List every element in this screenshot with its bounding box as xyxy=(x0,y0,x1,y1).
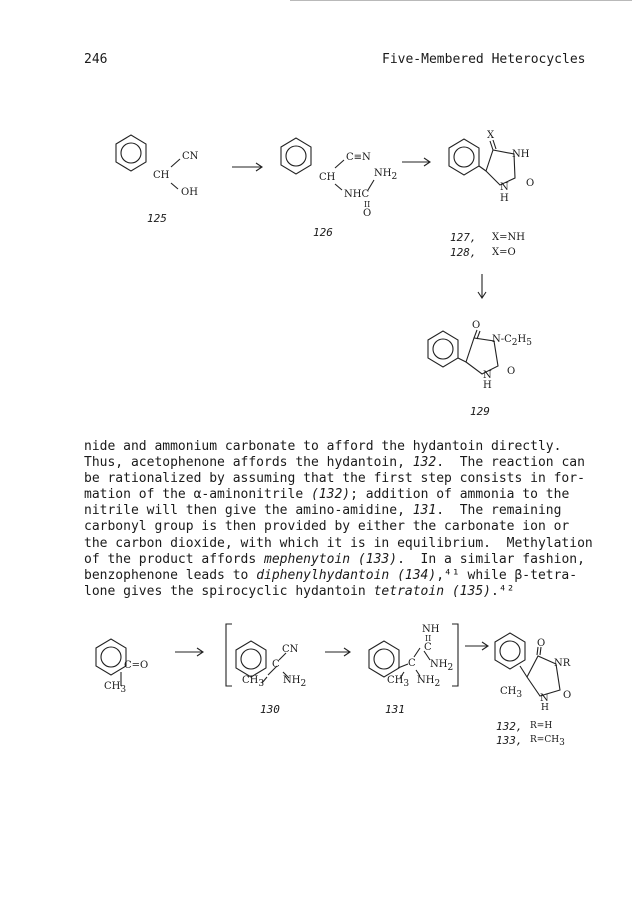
bracket-right xyxy=(452,624,458,686)
italic-compound-ref: diphenylhydantoin (134) xyxy=(256,567,437,583)
compound-label-127: 127, xyxy=(450,231,477,244)
label-oh-125: OH xyxy=(181,187,198,198)
label-x-127: X xyxy=(487,130,495,141)
double-bond-131: II xyxy=(425,634,432,643)
substituent-128: X=O xyxy=(492,247,516,258)
text-segment: . The remaining xyxy=(436,503,562,519)
label-nh2b-131: $NH_2$ xyxy=(417,675,441,689)
label-ch-126: CH xyxy=(319,172,336,183)
label-c-top-131: C xyxy=(424,642,432,653)
text-segment: of the product affords xyxy=(84,551,265,567)
label-o-top-129: O xyxy=(472,320,481,331)
compound-label-133: 133, xyxy=(496,734,523,747)
label-h-127: H xyxy=(500,193,509,204)
label-nr-132: NR xyxy=(554,658,571,669)
label-n-132: N xyxy=(540,693,549,704)
text-segment: .⁴² xyxy=(491,583,515,599)
label-co-ketone: C=O xyxy=(124,660,149,671)
substituent-127: X=NH xyxy=(492,232,525,243)
double-bond-126: II xyxy=(364,200,371,209)
italic-compound-ref: tetratoin (135) xyxy=(373,583,491,599)
italic-compound-ref: 131 xyxy=(412,503,437,519)
label-o-126: O xyxy=(363,208,372,219)
label-c-131: C xyxy=(408,658,416,669)
label-nh-131: NH xyxy=(422,624,440,635)
label-ch3-130: $CH_3$ xyxy=(242,675,265,689)
text-segment: carbonyl group is then provided by either the carbonate ion or xyxy=(84,519,570,535)
label-h-129: H xyxy=(483,380,492,391)
text-segment: nitrile will then give the amino-amidine, xyxy=(84,503,413,519)
compound-label-132: 132, xyxy=(496,720,523,733)
label-nh2-126: $NH_2$ xyxy=(374,168,398,182)
compound-label-126: 126 xyxy=(313,226,333,239)
compound-label-128: 128, xyxy=(450,246,477,259)
running-title: Five-Membered Heterocycles xyxy=(382,52,586,67)
substituent-133: $R=CH_3$ xyxy=(530,735,565,748)
label-ch3-132: $CH_3$ xyxy=(500,686,523,700)
label-o-127: O xyxy=(526,178,535,189)
label-cn-126: C≡N xyxy=(346,152,371,163)
text-segment: nide and ammonium carbonate to afford the hydantoin directly. xyxy=(84,439,562,454)
label-h-132: H xyxy=(541,703,549,713)
text-segment: benzophenone leads to xyxy=(84,567,257,583)
label-nh2a-131: $NH_2$ xyxy=(430,659,454,673)
label-n-129: N xyxy=(483,370,492,381)
label-o-132: O xyxy=(537,638,546,649)
label-nhc-126: NHC xyxy=(344,189,370,200)
italic-compound-ref: mephenytoin (133) xyxy=(264,551,398,567)
label-cn-125: CN xyxy=(182,151,199,162)
bracket-left xyxy=(226,624,232,686)
label-ch3-ketone: $CH_3$ xyxy=(104,681,127,695)
italic-compound-ref: (132) xyxy=(310,487,351,503)
compound-label-125: 125 xyxy=(147,212,167,225)
label-n-127: N xyxy=(500,182,509,193)
text-segment: ,⁴¹ while β-tetra- xyxy=(436,567,578,583)
label-cn-130: CN xyxy=(282,644,299,655)
substituent-132: R=H xyxy=(530,721,553,731)
text-segment: lone gives the spirocyclic hydantoin xyxy=(84,583,374,599)
page-number: 246 xyxy=(84,52,108,67)
label-o-129: O xyxy=(507,366,516,377)
text-segment: . In a similar fashion, xyxy=(397,551,585,567)
text-segment: the carbon dioxide, with which it is in equilibrium. Methylation xyxy=(84,535,593,551)
compound-label-131: 131 xyxy=(385,703,405,716)
italic-compound-ref: 132 xyxy=(412,455,437,471)
text-segment: mation of the α-aminonitrile xyxy=(84,487,311,503)
compound-label-130: 130 xyxy=(260,703,280,716)
text-segment: ; addition of ammonia to the xyxy=(350,487,570,503)
label-nh2-130: $NH_2$ xyxy=(283,675,307,689)
label-n-ethyl-129: $N-C_2H_5$ xyxy=(492,334,532,348)
text-segment: be rationalized by assuming that the first step consists in for- xyxy=(84,471,585,487)
label-nh-127: NH xyxy=(512,149,530,160)
label-ch-125: CH xyxy=(153,170,170,181)
compound-label-129: 129 xyxy=(470,405,490,418)
text-segment: Thus, acetophenone affords the hydantoin, xyxy=(84,455,413,471)
text-segment: . The reaction can xyxy=(436,455,585,471)
label-o2-132: O xyxy=(563,690,572,701)
label-ch3-131: $CH_3$ xyxy=(387,675,410,689)
label-c-130: C xyxy=(272,659,280,670)
